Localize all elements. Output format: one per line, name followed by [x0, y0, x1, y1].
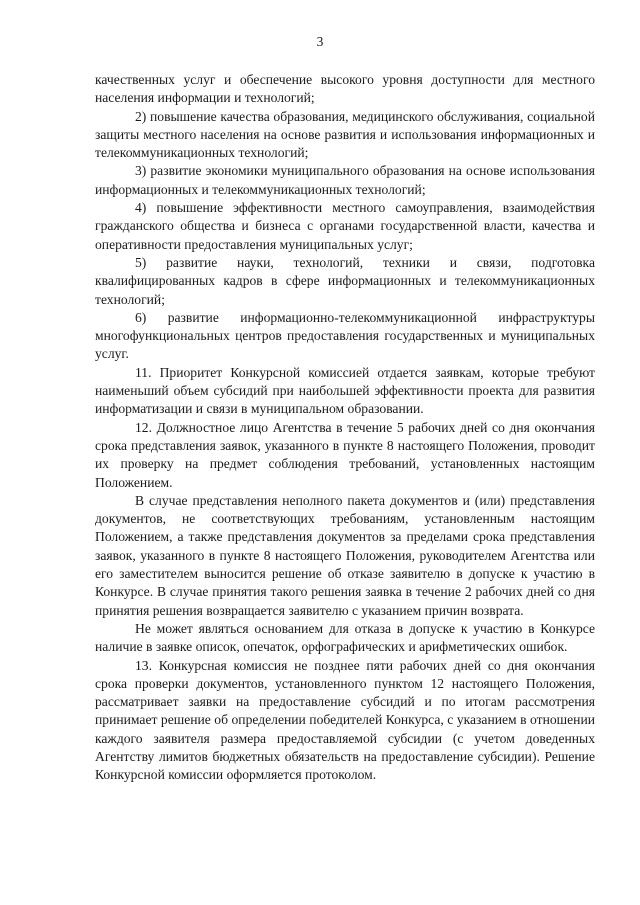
paragraph-item-2: 2) повышение качества образования, медицинского обслуживания, социальной защиты местного населения на основе развития и использования информационных и телекоммуникационных технологий; [95, 108, 595, 161]
paragraph-clause-11: 11. Приоритет Конкурсной комиссией отдается заявкам, которые требуют наименьший объем субсидий при наибольшей эффективности проекта для развития информатизации и связи в муниципальном образовании. [95, 364, 595, 417]
paragraph-clause-12-refusal: В случае представления неполного пакета документов и (или) представления документов, не соответствующих требованиям, установленным настоящим Положением, а также представления документов за пределами срока представления заявок, указанного в пункте 8 настоящего Положения, руководителем Агентства или его заместителем выносится решение об отказе заявителю в допуске к участию в Конкурсе. В случае принятия такого решения заявка в течение 2 рабочих дней со дня принятия решения возвращается заявителю с указанием причин возврата. [95, 492, 595, 618]
document-body [95, 71, 595, 785]
paragraph-clause-12-exception: Не может являться основанием для отказа в допуске к участию в Конкурсе наличие в заявке описок, опечаток, орфографических и арифметических ошибок. [95, 620, 595, 655]
paragraph-item-5: 5) развитие науки, технологий, техники и связи, подготовка квалифицированных кадров в сфере информационных и телекоммуникационных технологий; [95, 254, 595, 307]
paragraph-item-4: 4) повышение эффективности местного самоуправления, взаимодействия гражданского общества и бизнеса с органами государственной власти, качества и оперативности предоставления муниципальных услуг; [95, 200, 595, 252]
paragraph-item-3: 3) развитие экономики муниципального образования на основе использования информационных и телекоммуникационных технологий; [95, 163, 595, 197]
paragraph-clause-12: 12. Должностное лицо Агентства в течение 5 рабочих дней со дня окончания срока представления заявок, указанного в пункте 8 настоящего Положения, проводит их проверку на предмет соблюдения требований, установленных настоящим Положением. [95, 419, 595, 490]
paragraph-item-6: 6) развитие информационно-телекоммуникационной инфраструктуры многофункциональных центров предоставления государственных и муниципальных услуг. [95, 309, 595, 362]
paragraph-continuation: качественных услуг и обеспечение высокого уровня доступности для местного населения информации и технологий; [95, 72, 595, 106]
page-number: 3 [316, 34, 324, 49]
paragraph-clause-13: 13. Конкурсная комиссия не позднее пяти рабочих дней со дня окончания срока проверки документов, установленного пунктом 12 настоящего Положения, рассматривает заявки на предоставление субсидий и по итогам рассмотрения принимает решение об определении победителей Конкурса, с указанием в отношении каждого заявителя размера предоставляемой субсидии (с учетом доведенных Агентству лимитов бюджетных обязательств на предоставление субсидии). Решение Конкурсной комиссии оформляется протоколом. [95, 657, 595, 783]
